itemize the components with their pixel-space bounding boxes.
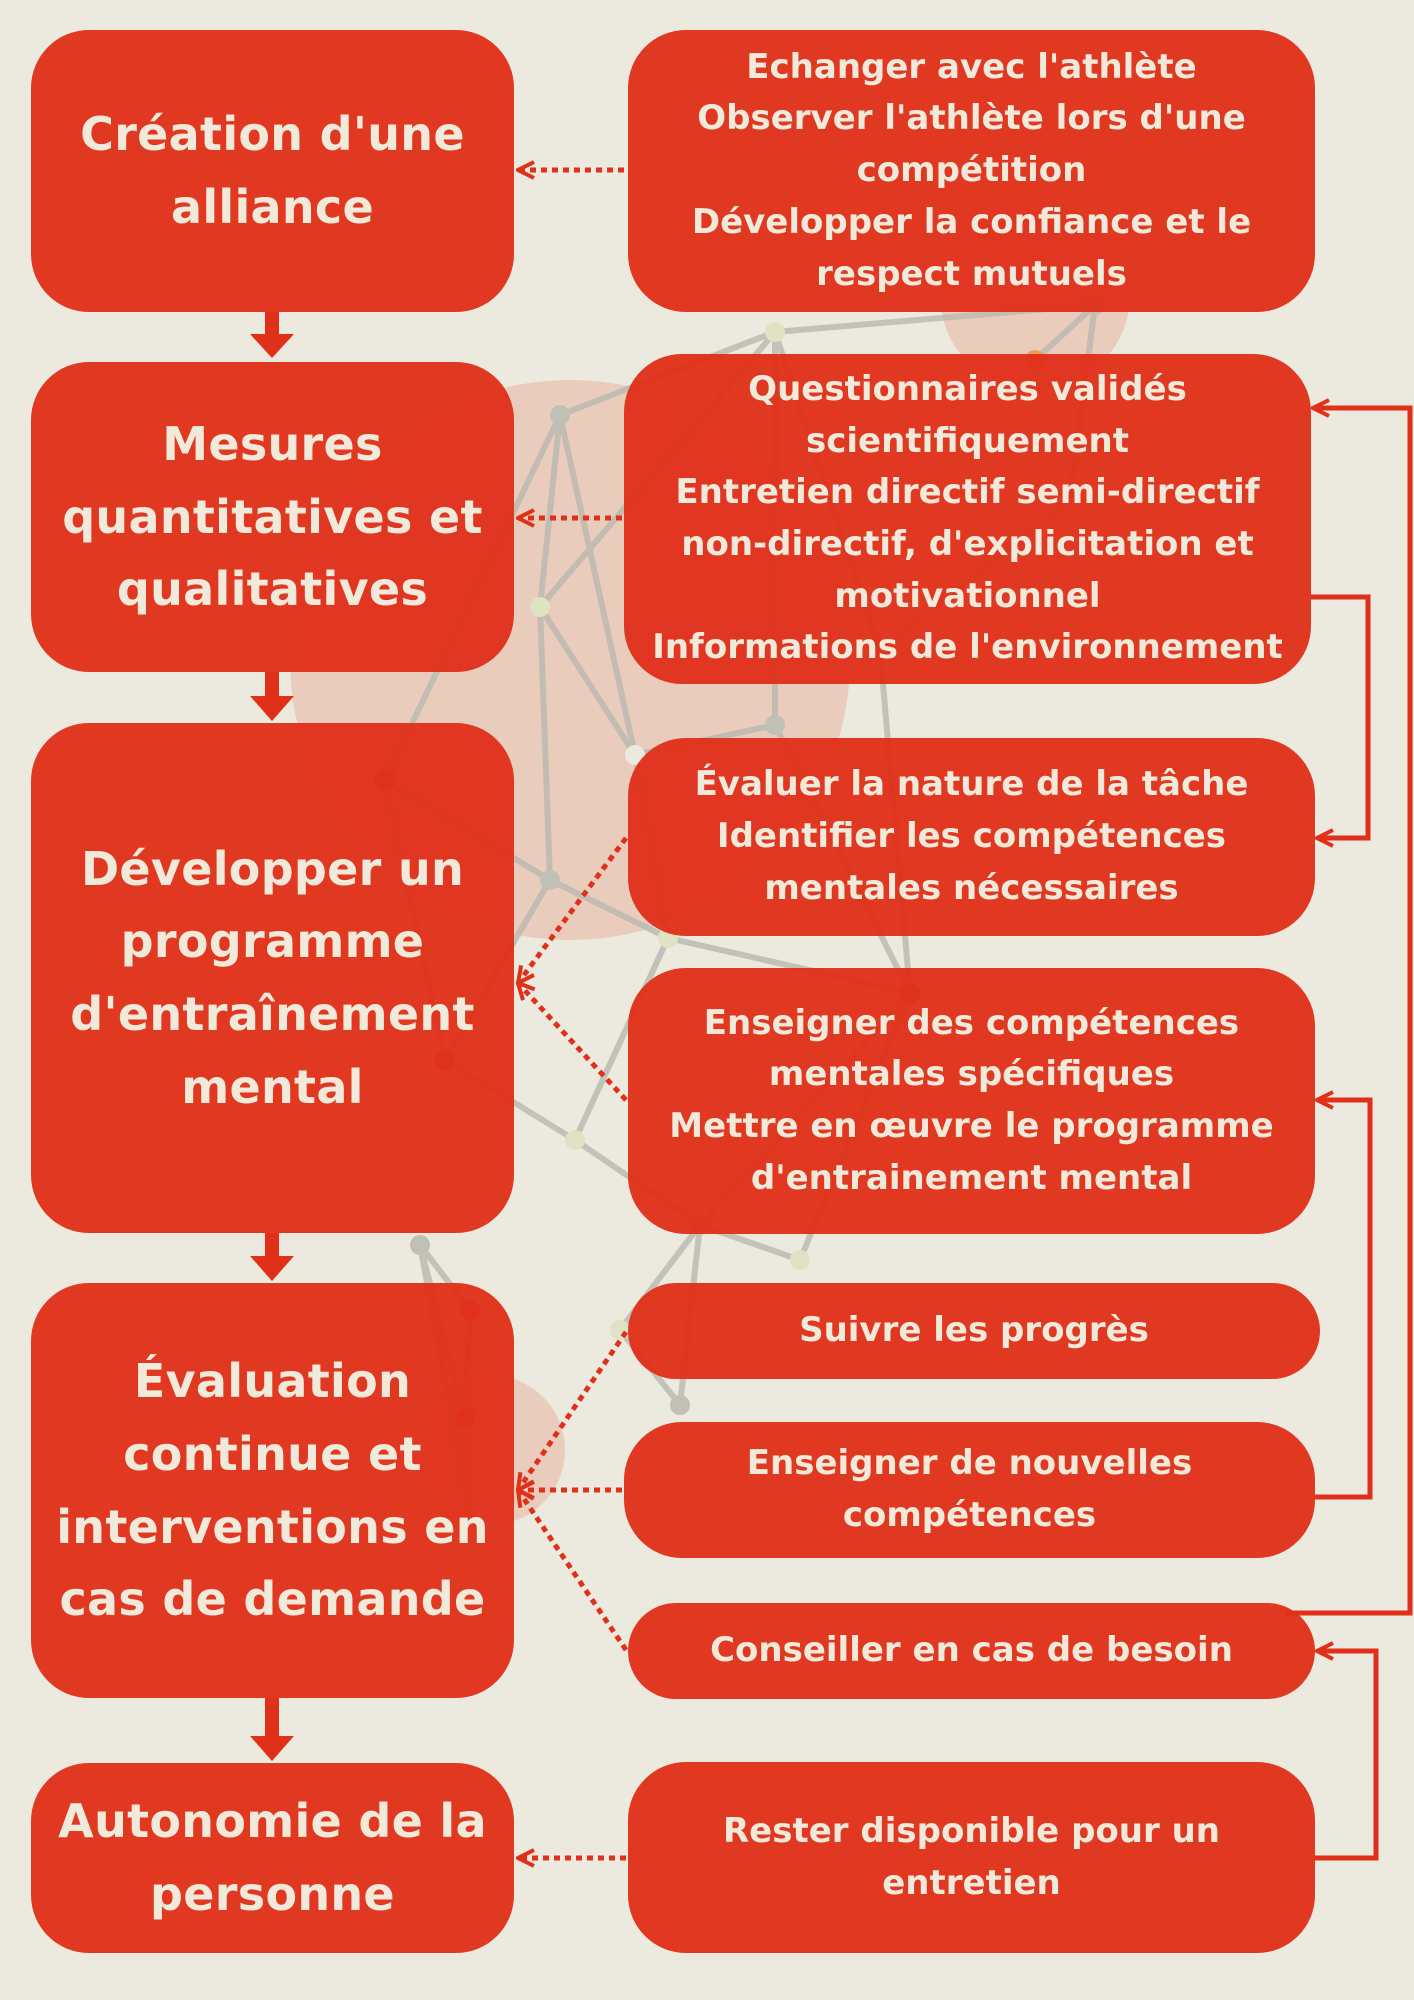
step-evaluation: Évaluation continue et interventions en cas de demande [31, 1283, 514, 1698]
down-arrow-icon [250, 312, 294, 358]
action-rester: Rester disponible pour un entretien [628, 1762, 1315, 1953]
dotted-arrow [518, 838, 626, 983]
down-arrow-icon [250, 1698, 294, 1761]
step-alliance: Création d'une alliance [31, 30, 514, 312]
action-conseiller: Conseiller en cas de besoin [628, 1603, 1315, 1699]
loop-arrow [1315, 1651, 1376, 1858]
loop-arrow [1285, 408, 1410, 1613]
down-arrow-icon [250, 672, 294, 721]
action-echanger: Echanger avec l'athlète Observer l'athlète lors d'une compétition Développer la confiance et le respect mutuels [628, 30, 1315, 312]
step-mesures: Mesures quantitatives et qualitatives [31, 362, 514, 672]
dotted-arrow [518, 1332, 626, 1490]
action-enseigner: Enseigner des compétences mentales spécifiques Mettre en œuvre le programme d'entrainement mental [628, 968, 1315, 1234]
loop-arrow [1315, 1100, 1370, 1497]
dotted-arrow [518, 983, 626, 1100]
action-questionnaires: Questionnaires validés scientifiquement Entretien directif semi-directif non-directif, d'explicitation et motivationnel Informations de l'environnement [624, 354, 1311, 684]
down-arrow-icon [250, 1233, 294, 1281]
action-suivre: Suivre les progrès [628, 1283, 1320, 1379]
step-programme: Développer un programme d'entraînement mental [31, 723, 514, 1233]
loop-arrow [1311, 597, 1368, 838]
action-nouvelles: Enseigner de nouvelles compétences [624, 1422, 1315, 1558]
action-evaluer: Évaluer la nature de la tâche Identifier les compétences mentales nécessaires [628, 738, 1315, 936]
dotted-arrow [518, 1490, 626, 1650]
step-autonomie: Autonomie de la personne [31, 1763, 514, 1953]
